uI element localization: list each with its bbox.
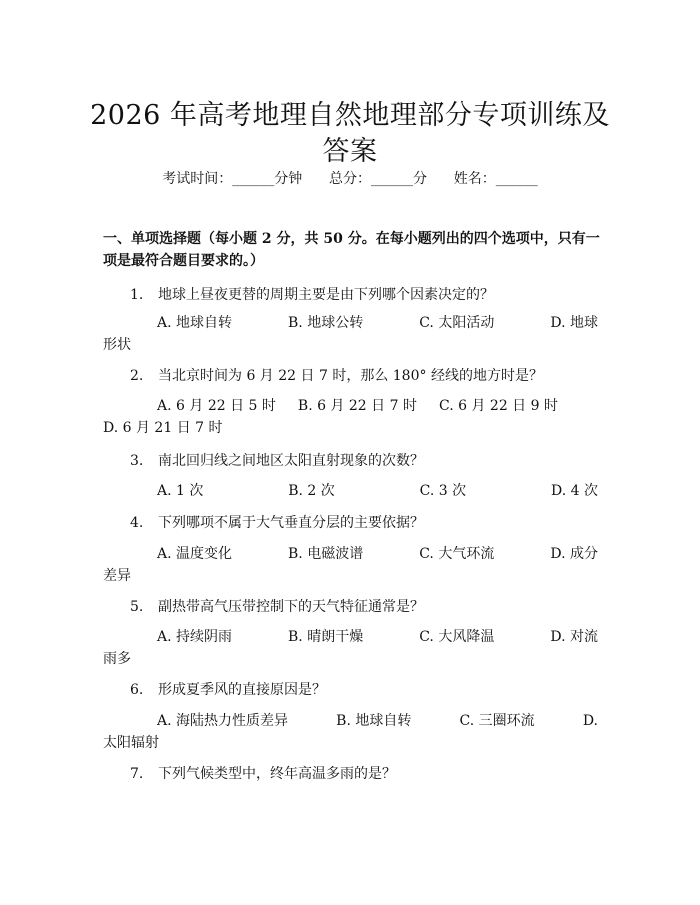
option-d: D. 地球	[550, 315, 598, 331]
option-a: A. 地球自转	[157, 315, 233, 331]
question-number: 4.	[130, 515, 144, 531]
option-d: D. 成分	[550, 546, 598, 562]
question-number: 3.	[130, 453, 144, 469]
option-wrap: 雨多	[103, 651, 131, 667]
question-2-options	[103, 395, 598, 439]
option-b: B. 2 次	[288, 483, 335, 499]
section-heading: 一、单项选择题（每小题 2 分，共 50 分。在每小题列出的四个选项中，只有一项是最符合题目要求的。）	[103, 231, 600, 269]
option-d: D.	[582, 713, 598, 729]
option-c: C. 三圈环流	[459, 713, 535, 729]
option-a: A. 温度变化	[157, 546, 233, 562]
question-5-options	[103, 626, 598, 670]
name-blank: ______	[495, 171, 538, 187]
question-text: 形成夏季风的直接原因是？	[158, 682, 326, 698]
option-a: A. 1 次	[157, 483, 204, 499]
question-text: 南北回归线之间地区太阳直射现象的次数？	[158, 453, 424, 469]
question-1-stem	[130, 285, 494, 305]
question-number: 2.	[130, 368, 144, 384]
question-text: 下列气候类型中，终年高温多雨的是？	[158, 766, 396, 782]
question-6-options	[103, 710, 598, 754]
option-c: C. 太阳活动	[419, 315, 495, 331]
question-3-options	[103, 480, 598, 502]
question-number: 6.	[130, 682, 144, 698]
question-1-options	[103, 312, 598, 356]
question-text: 当北京时间为 6 月 22 日 7 时，那么 180° 经线的地方时是？	[158, 368, 543, 384]
option-b: B. 地球自转	[336, 713, 412, 729]
question-7-stem	[130, 764, 396, 784]
time-unit: 分钟	[274, 171, 303, 187]
name-label: 姓名：	[453, 171, 496, 187]
time-label: 考试时间：	[162, 171, 233, 187]
option-d: D. 对流	[550, 629, 598, 645]
option-wrap: 太阳辐射	[103, 735, 159, 751]
option-wrap: 形状	[103, 337, 131, 353]
score-unit: 分	[413, 171, 427, 187]
page-title: 2026 年高考地理自然地理部分专项训练及答案	[90, 100, 610, 168]
option-a: A. 海陆热力性质差异	[157, 713, 289, 729]
score-label: 总分：	[329, 171, 371, 187]
option-b: B. 6 月 22 日 7 时	[297, 398, 417, 414]
question-text: 下列哪项不属于大气垂直分层的主要依据？	[158, 515, 424, 531]
option-c: C. 6 月 22 日 9 时	[439, 398, 558, 414]
option-wrap: 差异	[103, 568, 131, 584]
option-c: C. 3 次	[419, 483, 467, 499]
question-4-stem	[130, 513, 424, 533]
option-b: B. 晴朗干燥	[288, 629, 364, 645]
option-c: C. 大气环流	[419, 546, 495, 562]
option-c: C. 大风降温	[419, 629, 495, 645]
option-b: B. 地球公转	[288, 315, 364, 331]
option-a: A. 6 月 22 日 5 时	[157, 398, 276, 414]
exam-info-line	[0, 168, 700, 188]
question-5-stem	[130, 597, 424, 617]
question-4-options	[103, 543, 598, 587]
question-3-stem	[130, 451, 424, 471]
option-b: B. 电磁波谱	[288, 546, 364, 562]
option-d: D. 6 月 21 日 7 时	[103, 420, 223, 436]
question-number: 1.	[130, 287, 144, 303]
question-text: 副热带高气压带控制下的天气特征通常是？	[158, 599, 424, 615]
score-blank: ______	[371, 171, 413, 187]
option-d: D. 4 次	[550, 483, 598, 499]
question-text: 地球上昼夜更替的周期主要是由下列哪个因素决定的？	[158, 287, 494, 303]
question-number: 5.	[130, 599, 144, 615]
question-2-stem	[130, 366, 543, 386]
time-blank: ______	[232, 171, 275, 187]
question-6-stem	[130, 680, 326, 700]
option-a: A. 持续阴雨	[157, 629, 233, 645]
question-number: 7.	[130, 766, 144, 782]
